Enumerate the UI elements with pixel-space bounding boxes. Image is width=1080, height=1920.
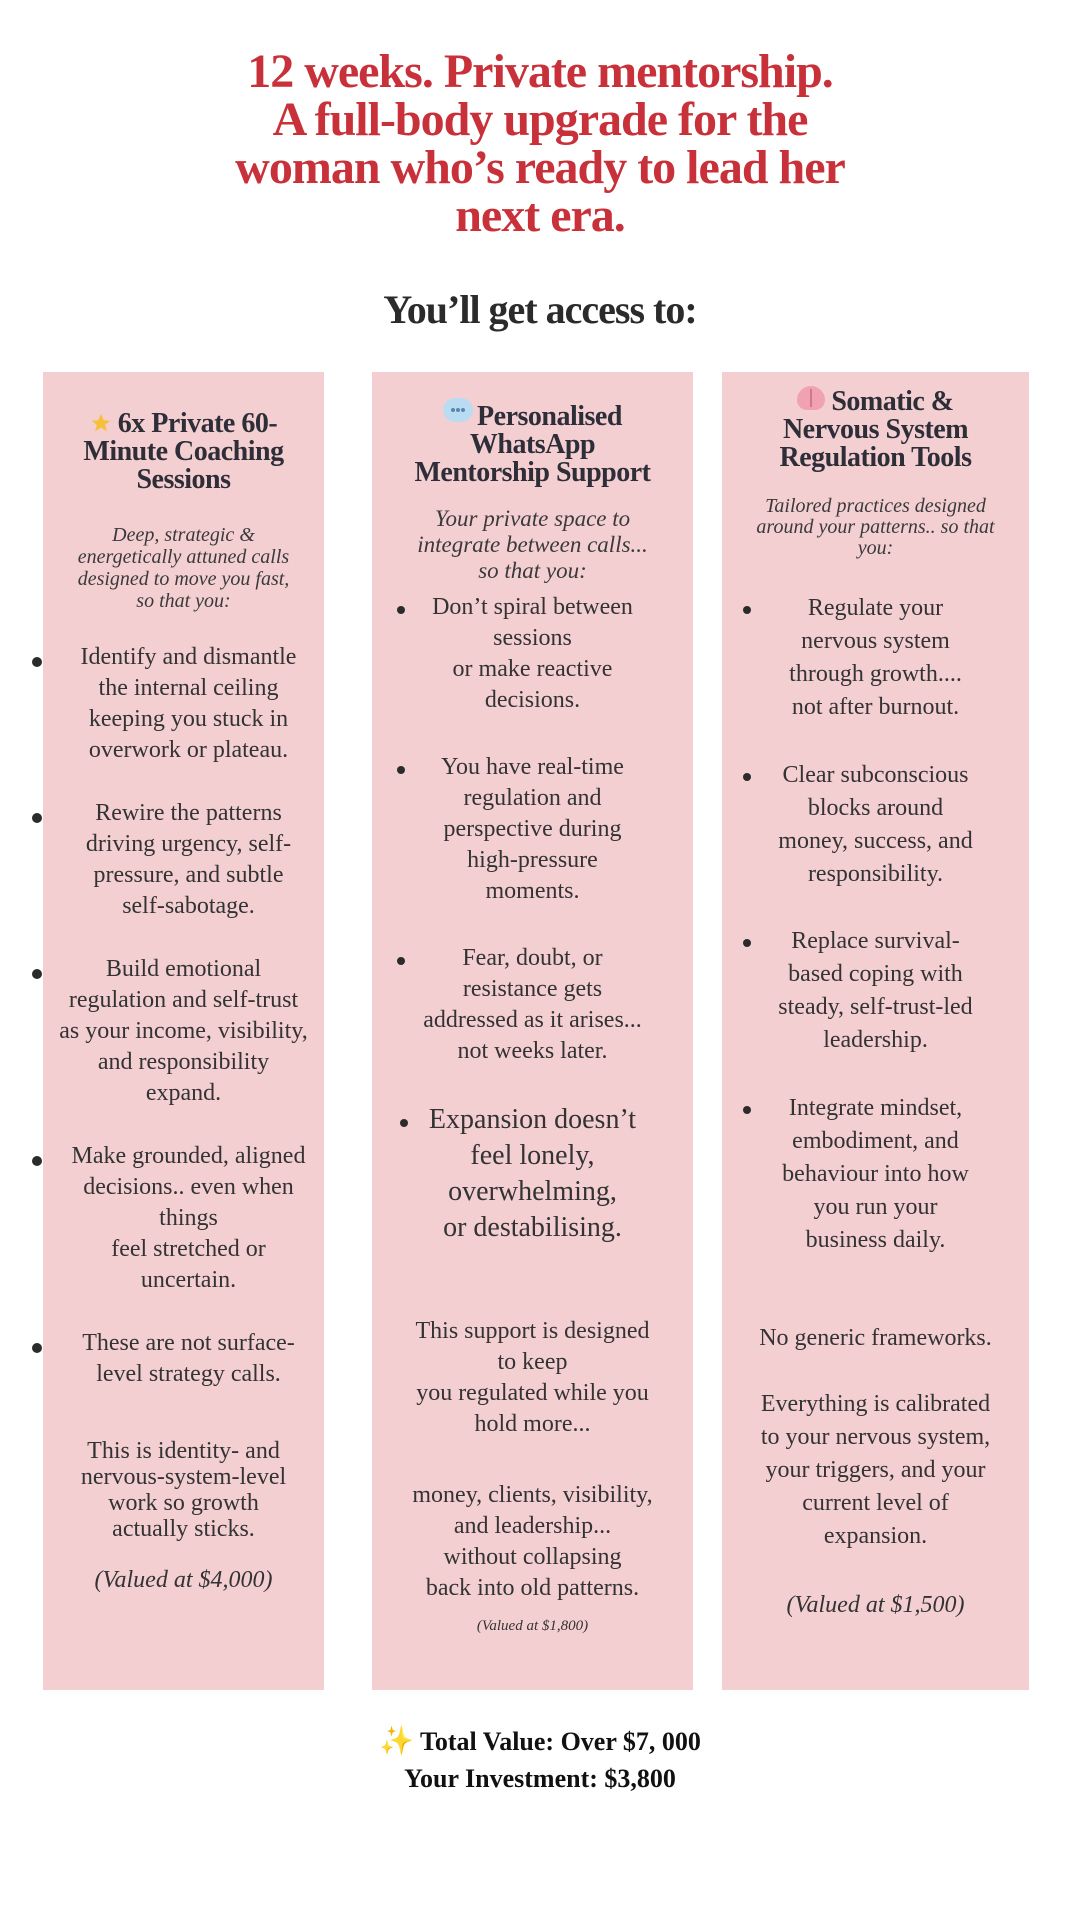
coaching-item-2: Rewire the patterns driving urgency, self- pressure, and subtle self-sabotage. [85,800,292,919]
whatsapp-closing: This support is designed to keep you regulated while you hold more... [415,1318,650,1437]
whatsapp-item-1: Don’t spiral between sessions or make reactive decisions. [432,594,633,713]
headline-line-4: next era. [455,189,625,242]
bullet-icon [32,813,42,823]
whatsapp-item-3: Fear, doubt, or resistance gets addressed as it arises... not weeks later. [423,945,642,1064]
bullet-icon [32,657,42,667]
whatsapp-title: Personalised WhatsApp Mentorship Support [372,398,693,487]
somatic-tools-panel [722,372,1029,1690]
coaching-item-4: Make grounded, aligned decisions.. even when things feel stretched or uncertain. [71,1143,306,1293]
somatic-closing: No generic frameworks. [759,1325,992,1351]
whatsapp-valued: (Valued at $1,800) [476,1618,589,1634]
coaching-closing: This is identity- and nervous-system-level work so growth actually sticks. [80,1438,287,1542]
coaching-sessions-panel [43,372,324,1690]
sparkles-icon: ✨ [379,1726,414,1757]
whatsapp-closing-2: money, clients, visibility, and leadership... without collapsing back into old patterns. [412,1482,653,1601]
bullet-icon [32,1156,42,1166]
headline-line-2: A full-body upgrade for the [272,93,808,146]
somatic-closing-2: Everything is calibrated to your nervous system, your triggers, and your current level of expansion. [760,1391,991,1549]
somatic-valued: (Valued at $1,500) [786,1592,965,1618]
coaching-title: 6x Private 60- Minute Coaching Sessions [83,408,284,495]
whatsapp-support-panel [372,372,693,1690]
coaching-item-3: Build emotional regulation and self-trust as your income, visibility, and responsibility expand. [59,956,308,1106]
somatic-intro: Tailored practices designed around your patterns.. so that you: [756,495,995,559]
somatic-item-4: Integrate mindset, embodiment, and behaviour into how you run your business daily. [782,1095,969,1253]
somatic-title: Somatic & Nervous System Regulation Tools [779,386,972,473]
headline [120,45,960,242]
coaching-intro: Deep, strategic & energetically attuned calls designed to move you fast, so that you: [77,524,290,612]
star-icon [90,412,112,434]
whatsapp-item-2: You have real-time regulation and perspective during high-pressure moments. [441,754,624,904]
whatsapp-intro: Your private space to integrate between calls... so that you: [417,506,648,583]
somatic-item-2: Clear subconscious blocks around money, success, and responsibility. [778,762,973,887]
investment: Your Investment: $3,800 [404,1764,676,1793]
speech-bubble-icon [443,398,473,422]
coaching-item-1: Identify and dismantle the internal ceiling keeping you stuck in overwork or plateau. [80,644,297,763]
bullet-icon [32,1343,42,1353]
coaching-valued: (Valued at $4,000) [94,1567,273,1593]
bullet-icon [32,969,42,979]
somatic-item-3: Replace survival- based coping with steady, self-trust-led leadership. [778,928,973,1053]
total-value: ✨ Total Value: Over $7, 000 [379,1726,701,1757]
brain-icon [797,386,825,410]
somatic-item-1: Regulate your nervous system through growth.... not after burnout. [789,595,962,720]
headline-line-1: 12 weeks. Private mentorship. [247,45,833,98]
whatsapp-item-4: Expansion doesn’t feel lonely, overwhelming, or destabilising. [428,1104,637,1243]
headline-line-3: woman who’s ready to lead her [235,141,845,194]
coaching-item-5: These are not surface- level strategy calls. [82,1330,295,1387]
access-heading: You’ll get access to: [383,287,697,332]
